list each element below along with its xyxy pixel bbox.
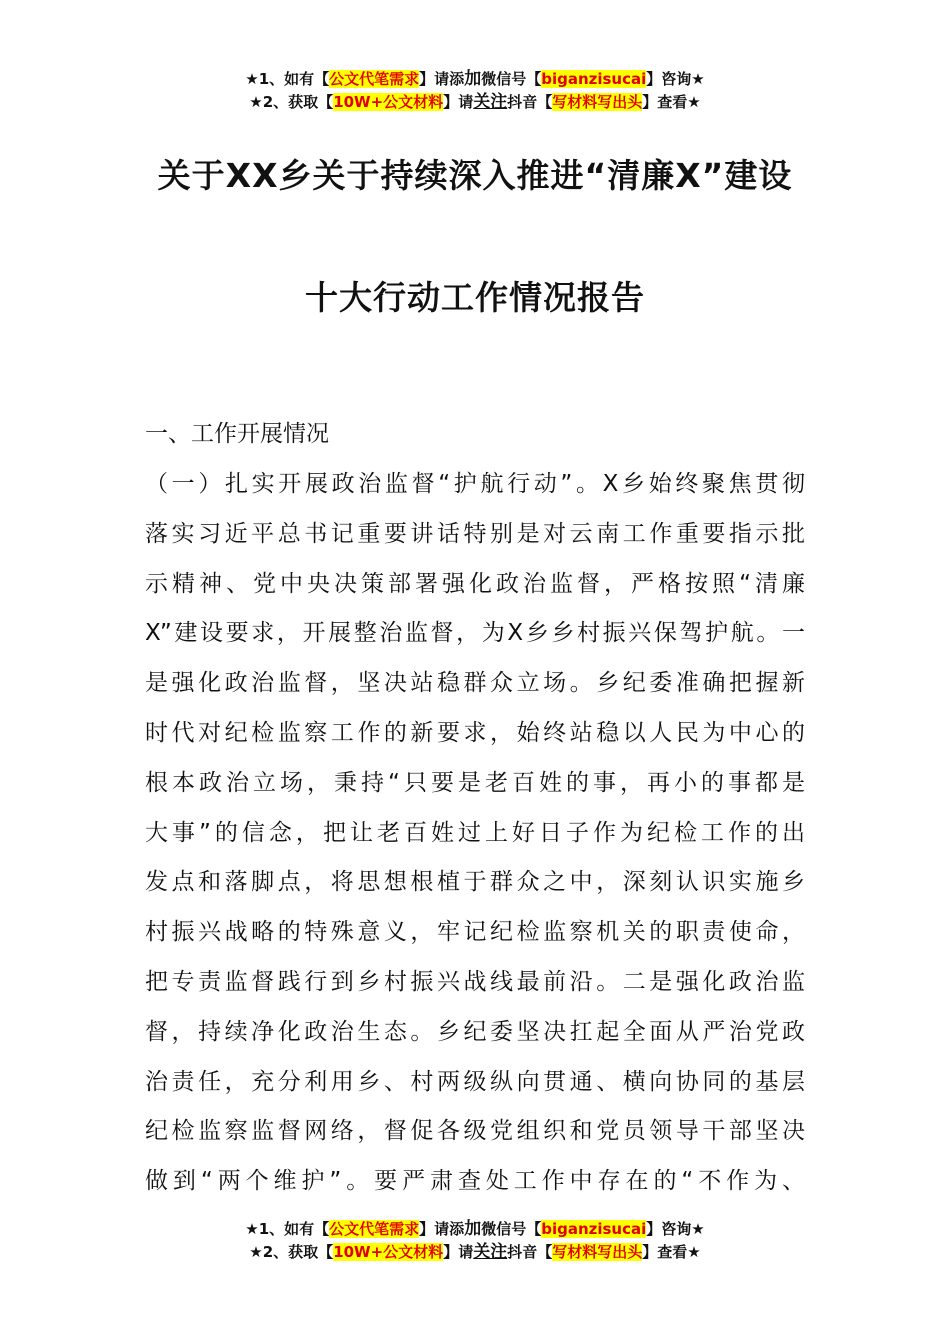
wechat-id-highlight: biganzisucai bbox=[541, 70, 647, 88]
service-highlight: 公文代笔需求 bbox=[329, 1220, 420, 1238]
notice-1-mid2: 微信号【 bbox=[481, 70, 542, 88]
body-paragraph bbox=[145, 460, 805, 1207]
notice-1-mid1: 】请添 bbox=[419, 70, 465, 88]
body-line: 把专责监督践行到乡村振兴战线最前沿。二是强化政治监 bbox=[145, 968, 805, 995]
body-line: 村振兴战略的特殊意义，牢记纪检监察机关的职责使命， bbox=[145, 919, 805, 946]
notice-2-mid1: 】请 bbox=[443, 93, 474, 111]
notice-2-mid2: 抖音【 bbox=[507, 1243, 553, 1261]
notice-2-follow: 关注 bbox=[473, 1242, 508, 1262]
notice-line-1 bbox=[0, 68, 950, 91]
notice-line-2 bbox=[0, 91, 950, 114]
notice-1-suffix: 】咨询★ bbox=[646, 70, 705, 88]
notice-2-prefix: ★2、获取【 bbox=[249, 93, 334, 111]
notice-line-2 bbox=[0, 1241, 950, 1264]
notice-2-follow: 关注 bbox=[473, 92, 508, 112]
notice-line-1 bbox=[0, 1218, 950, 1241]
notice-1-prefix: ★1、如有【 bbox=[245, 1220, 330, 1238]
body-line: 根本政治立场，秉持“只要是老百姓的事，再小的事都是 bbox=[145, 769, 805, 796]
footer-notice bbox=[0, 1218, 950, 1264]
body-line: 示精神、党中央决策部署强化政治监督，严格按照“清廉 bbox=[145, 570, 805, 597]
notice-1-add: 加 bbox=[464, 1219, 482, 1239]
wechat-id-highlight: biganzisucai bbox=[541, 1220, 647, 1238]
body-line: 做到“两个维护”。要严肃查处工作中存在的“不作为、 bbox=[145, 1168, 805, 1195]
body-line: 大事”的信念，把让老百姓过上好日子作为纪检工作的出 bbox=[145, 819, 805, 846]
notice-1-prefix: ★1、如有【 bbox=[245, 70, 330, 88]
body-line: X”建设要求，开展整治监督，为X乡乡村振兴保驾护航。一 bbox=[145, 620, 805, 647]
douyin-highlight: 写材料写出头 bbox=[552, 93, 643, 111]
body-line: 督，持续净化政治生态。乡纪委坚决扛起全面从严治党政 bbox=[145, 1018, 805, 1045]
body-line: 是强化政治监督，坚决站稳群众立场。乡纪委准确把握新 bbox=[145, 670, 805, 697]
notice-1-suffix: 】咨询★ bbox=[646, 1220, 705, 1238]
header-notice bbox=[0, 68, 950, 114]
notice-1-mid1: 】请添 bbox=[419, 1220, 465, 1238]
body-line: 落实习近平总书记重要讲话特别是对云南工作重要指示批 bbox=[145, 520, 805, 547]
materials-highlight: 10W+公文材料 bbox=[333, 1243, 444, 1261]
notice-1-mid2: 微信号【 bbox=[481, 1220, 542, 1238]
document-title-line-2: 十大行动工作情况报告 bbox=[305, 278, 645, 317]
materials-highlight: 10W+公文材料 bbox=[333, 93, 444, 111]
body-line: 时代对纪检监察工作的新要求，始终站稳以人民为中心的 bbox=[145, 719, 805, 746]
document-title-line-1: 关于XX乡关于持续深入推进“清廉X”建设 bbox=[157, 156, 793, 195]
body-line: 治责任，充分利用乡、村两级纵向贯通、横向协同的基层 bbox=[145, 1068, 805, 1095]
douyin-highlight: 写材料写出头 bbox=[552, 1243, 643, 1261]
notice-2-suffix: 】查看★ bbox=[642, 1243, 701, 1261]
service-highlight: 公文代笔需求 bbox=[329, 70, 420, 88]
section-heading: 一、工作开展情况 bbox=[145, 421, 329, 447]
notice-2-suffix: 】查看★ bbox=[642, 93, 701, 111]
body-line: 发点和落脚点，将思想根植于群众之中，深刻认识实施乡 bbox=[145, 869, 805, 896]
body-line: 纪检监察监督网络，督促各级党组织和党员领导干部坚决 bbox=[145, 1118, 805, 1145]
notice-1-add: 加 bbox=[464, 69, 482, 89]
notice-2-prefix: ★2、获取【 bbox=[249, 1243, 334, 1261]
body-line: （一）扎实开展政治监督“护航行动”。X乡始终聚焦贯彻 bbox=[145, 471, 805, 497]
notice-2-mid1: 】请 bbox=[443, 1243, 474, 1261]
notice-2-mid2: 抖音【 bbox=[507, 93, 553, 111]
